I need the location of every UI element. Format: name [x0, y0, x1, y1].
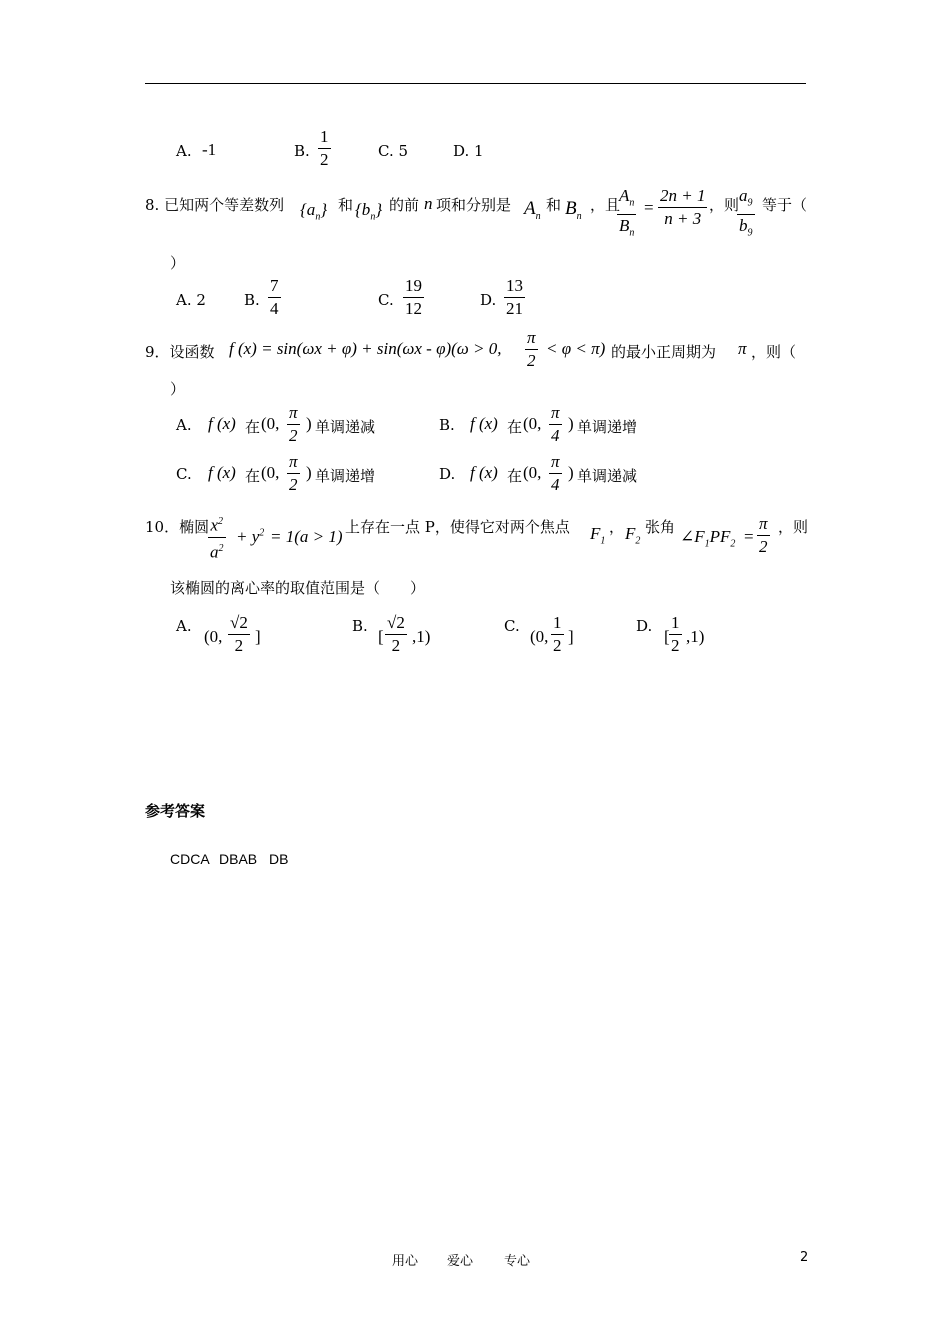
fraction-bar	[549, 424, 562, 425]
fraction-denominator	[617, 216, 636, 243]
q10-y-sup: 2	[259, 527, 265, 539]
fraction-numerator: 13	[506, 276, 523, 295]
footer-motto-2: 爱心	[447, 1254, 474, 1269]
q9-option-b-open: (0,	[523, 414, 542, 433]
q10-a-sup: 2	[218, 542, 224, 554]
q10-option-c-fraction	[551, 613, 564, 656]
fraction-bar	[504, 297, 525, 298]
q8-seq-b-close: }	[375, 200, 383, 219]
q8-ratio-den-text: B	[619, 216, 630, 236]
q10-line-2: 该椭圆的离心率的取值范围是（ ）	[170, 579, 426, 597]
q10-F1-sub: 1	[600, 535, 606, 547]
fraction-numerator: π	[527, 328, 536, 347]
q9-option-b-f: f (x)	[470, 414, 498, 433]
fraction-numerator: 19	[405, 276, 422, 295]
q10-text-4: ，则	[778, 518, 809, 536]
q9-option-d-fraction	[549, 452, 562, 495]
q9-option-c-open: (0,	[261, 463, 280, 482]
footer-motto-3: 专心	[504, 1254, 531, 1269]
fraction-numerator: π	[289, 452, 298, 471]
q10-option-c-label: C.	[504, 617, 520, 635]
q8-option-d-label: D.	[480, 291, 497, 309]
fraction-denominator: 2	[391, 636, 401, 655]
q9-option-c-fraction	[287, 452, 300, 495]
q8-text-3: 项和分别是	[436, 196, 512, 214]
answers-group-1: CDCA	[170, 851, 210, 867]
q8-equals: =	[644, 198, 654, 217]
fraction-numerator: √2	[387, 613, 405, 632]
q8-option-a: A. 2	[176, 291, 206, 309]
q10-F1-text: F	[590, 524, 601, 543]
q8-A-sub: n	[535, 210, 541, 222]
fraction-denominator: 4	[551, 475, 560, 494]
q9-option-c-close: )	[306, 463, 312, 482]
fraction-denominator: 12	[405, 299, 422, 318]
fraction-numerator: π	[289, 403, 298, 422]
q8-and-2: 和	[546, 196, 562, 214]
q8-ratio-fraction	[617, 186, 636, 244]
q10-angle	[680, 527, 735, 549]
q9-option-a-in: 在	[245, 418, 261, 436]
q9-option-b-fraction	[549, 403, 562, 446]
fraction-numerator: 7	[270, 276, 279, 295]
q8-target-fraction	[737, 186, 755, 244]
header-rule	[145, 83, 806, 84]
q8-seq-a-close: }	[320, 200, 328, 219]
q10-option-d-label: D.	[636, 617, 653, 635]
q8-expression-fraction	[658, 186, 707, 229]
q8-seq-a-text: {a	[300, 200, 316, 219]
q8-target-num-sub: 9	[747, 197, 753, 209]
q8-seq-b	[355, 200, 382, 222]
q7-option-a-label: A.	[176, 142, 192, 160]
q9-option-a-f: f (x)	[208, 414, 236, 433]
fraction-denominator: 2	[527, 351, 536, 370]
fraction-denominator: 2	[553, 636, 562, 655]
q9-text-2: 的最小正周期为	[611, 343, 717, 361]
q9-option-d-desc: 单调递减	[577, 467, 638, 485]
answers-group-2: DBAB	[219, 851, 258, 867]
answers-group-3: DB	[269, 851, 289, 867]
q9-option-a-fraction	[287, 403, 300, 446]
q8-ratio-num-text: A	[619, 186, 630, 205]
q10-F2-sub: 2	[635, 535, 641, 547]
fraction-denominator: 2	[320, 150, 329, 169]
fraction-denominator: 2	[671, 636, 680, 655]
q10-option-d-open: [	[664, 627, 670, 646]
q9-formula-b: < φ < π)	[546, 339, 606, 358]
q9-option-a-label: A.	[176, 416, 192, 434]
q9-option-b-label: B.	[439, 416, 455, 434]
q8-target-num-text: a	[739, 186, 748, 205]
q8-text-4: ，且	[590, 196, 621, 214]
q9-pi: π	[738, 339, 747, 358]
q10-angle-text: ∠F	[680, 527, 705, 546]
q8-target-den-sub: 9	[747, 227, 753, 239]
q10-option-b-label: B.	[352, 617, 368, 635]
fraction-bar	[287, 424, 300, 425]
fraction-numerator	[737, 186, 755, 213]
q10-option-b-open: [	[378, 627, 384, 646]
fraction-numerator: π	[759, 514, 768, 533]
q9-option-d-label: D.	[439, 465, 456, 483]
q10-text-2: 上存在一点 P，使得它对两个焦点	[345, 518, 570, 536]
q10-option-b-close: ,1)	[412, 627, 431, 646]
fraction-numerator: π	[551, 403, 560, 422]
fraction-bar	[228, 634, 250, 635]
q7-option-b-label: B.	[294, 142, 310, 160]
q10-option-b-fraction	[385, 613, 407, 656]
fraction-bar	[208, 537, 226, 538]
q9-option-d-open: (0,	[523, 463, 542, 482]
q8-option-b-fraction	[268, 276, 281, 319]
q10-option-a-close: ]	[255, 627, 261, 646]
page-number: 2	[800, 1250, 809, 1265]
q10-angle-sub1: 1	[704, 538, 710, 550]
q10-option-d-fraction	[669, 613, 682, 656]
q10-a-text: a	[210, 542, 219, 562]
q10-option-a-label: A.	[176, 617, 192, 635]
fraction-bar	[737, 214, 755, 215]
fraction-bar	[658, 207, 707, 208]
fraction-denominator: 2	[759, 537, 768, 556]
q9-option-b-close: )	[568, 414, 574, 433]
fraction-numerator: π	[551, 452, 560, 471]
fraction-denominator: 2	[234, 636, 244, 655]
q8-seq-a	[300, 200, 327, 222]
fraction-denominator: 2	[289, 475, 298, 494]
q10-angle-mid: PF	[709, 527, 731, 546]
fraction-bar	[669, 634, 682, 635]
q9-text-3: ，则（	[751, 343, 797, 361]
q10-F2	[625, 524, 640, 546]
q8-B-text: B	[565, 198, 577, 219]
q9-option-b-desc: 单调递增	[577, 418, 638, 436]
q9-option-a-close: )	[306, 414, 312, 433]
fraction-denominator: 2	[289, 426, 298, 445]
q8-n-var: n	[424, 194, 433, 213]
q10-option-a-fraction	[228, 613, 250, 656]
q9-option-d-close: )	[568, 463, 574, 482]
q9-option-a-desc: 单调递减	[315, 418, 376, 436]
q8-B-var	[565, 198, 582, 222]
q8-target-den-text: b	[739, 216, 748, 236]
fraction-denominator: 21	[506, 299, 523, 318]
q9-option-c-desc: 单调递增	[315, 467, 376, 485]
fraction-denominator	[208, 539, 226, 563]
q8-and-1: 和	[338, 196, 354, 214]
fraction-bar	[549, 473, 562, 474]
q7-option-a-value: -1	[202, 140, 217, 159]
q10-option-c-close: ]	[568, 627, 574, 646]
q9-option-c-f: f (x)	[208, 463, 236, 482]
q10-option-d-close: ,1)	[686, 627, 705, 646]
q8-option-d-fraction	[504, 276, 525, 319]
q9-option-d-f: f (x)	[470, 463, 498, 482]
q9-pi-half-fraction	[525, 328, 538, 371]
fraction-denominator: 4	[270, 299, 279, 318]
q10-x-sup: 2	[218, 516, 224, 527]
q8-A-text: A	[524, 198, 536, 219]
q8-ratio-den-sub: n	[629, 227, 635, 239]
answers-heading: 参考答案	[145, 802, 206, 820]
q10-option-a-open: (0,	[204, 627, 223, 646]
q8-B-sub: n	[576, 210, 582, 222]
q10-F2-text: F	[625, 524, 636, 543]
q8-A-var	[524, 198, 541, 222]
footer-motto-1: 用心	[392, 1254, 419, 1269]
fraction-bar	[318, 148, 331, 149]
q10-comma: ，	[609, 518, 625, 536]
fraction-bar	[268, 297, 281, 298]
fraction-numerator	[617, 186, 636, 213]
fraction-numerator: 1	[553, 613, 562, 632]
fraction-bar	[617, 214, 636, 215]
q10-pi-half-fraction	[757, 514, 770, 557]
fraction-denominator: n + 3	[664, 209, 702, 228]
q10-angle-sub2: 2	[730, 538, 736, 550]
q10-x-text: x	[210, 515, 219, 535]
q10-formula-y	[236, 527, 264, 547]
fraction-numerator	[208, 512, 225, 536]
q10-text-3: 张角	[645, 518, 676, 536]
q9-option-d-in: 在	[507, 467, 523, 485]
fraction-numerator: 2n + 1	[660, 186, 706, 205]
q8-text-6: 等于（	[762, 196, 808, 214]
q8-option-c-fraction	[403, 276, 424, 319]
q10-formula-b: = 1(a > 1)	[270, 527, 343, 546]
q10-F1	[590, 524, 605, 546]
q8-text-2: 的前	[389, 196, 420, 214]
q8-close-paren: ）	[170, 254, 186, 272]
q9-option-c-label: C.	[176, 465, 192, 483]
fraction-bar	[757, 535, 770, 536]
fraction-denominator	[737, 216, 755, 243]
fraction-numerator: √2	[230, 613, 248, 632]
q7-option-d: D. 1	[453, 142, 484, 160]
q10-y-text: + y	[236, 527, 260, 546]
q9-option-c-in: 在	[245, 467, 261, 485]
q10-equals: =	[744, 527, 754, 546]
q8-lead: 8. 已知两个等差数列	[145, 196, 285, 214]
q8-ratio-num-sub: n	[629, 197, 635, 209]
q10-lead: 10．椭圆	[145, 518, 210, 536]
q8-seq-a-sub: n	[315, 211, 321, 223]
q10-x-over-a-fraction	[208, 512, 226, 562]
fraction-numerator: 1	[671, 613, 680, 632]
q9-formula-a: f (x) = sin(ωx + φ) + sin(ωx - φ)(ω > 0,	[229, 339, 502, 358]
fraction-bar	[403, 297, 424, 298]
q8-option-c-label: C.	[378, 291, 394, 309]
q7-option-b-fraction	[318, 127, 331, 170]
q9-option-a-open: (0,	[261, 414, 280, 433]
q7-option-c: C. 5	[378, 142, 409, 160]
q9-option-b-in: 在	[507, 418, 523, 436]
q9-close-paren: ）	[170, 380, 186, 398]
fraction-bar	[287, 473, 300, 474]
q9-lead: 9．设函数	[145, 343, 215, 361]
fraction-numerator: 1	[320, 127, 329, 146]
fraction-bar	[551, 634, 564, 635]
fraction-bar	[385, 634, 407, 635]
q10-option-c-open: (0,	[530, 627, 549, 646]
q8-option-b-label: B.	[244, 291, 260, 309]
q8-seq-b-text: {b	[355, 200, 371, 219]
fraction-bar	[525, 349, 538, 350]
q8-seq-b-sub: n	[370, 211, 376, 223]
fraction-denominator: 4	[551, 426, 560, 445]
q8-text-5: ，则	[709, 196, 740, 214]
